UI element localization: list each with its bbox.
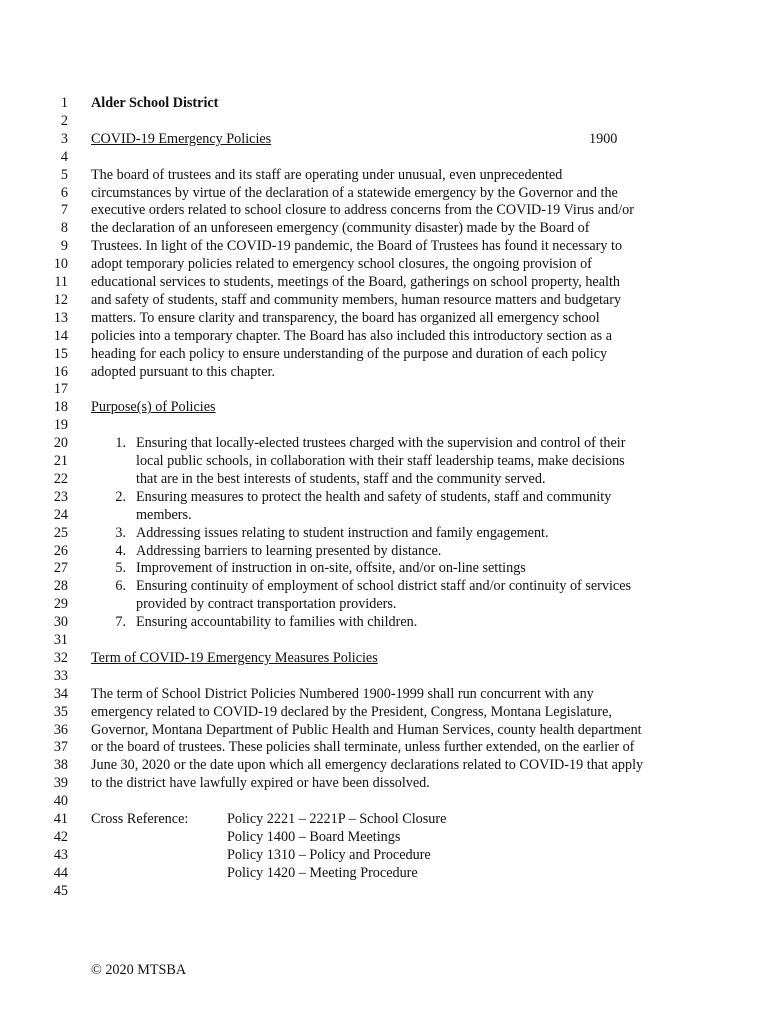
document-line: [0, 649, 770, 667]
document-line: [0, 219, 770, 237]
line-number: 15: [53, 345, 68, 362]
line-number: 36: [53, 721, 68, 738]
document-line: [0, 774, 770, 792]
line-number: 5: [60, 166, 68, 183]
line-number: 32: [53, 649, 68, 666]
paragraph-line: adopt temporary policies related to emergency school closures, the ongoing provision of: [91, 256, 592, 273]
list-item-text: local public schools, in collaboration with their staff leadership teams, make decisions: [136, 453, 625, 469]
line-number: 24: [53, 506, 68, 523]
document-line: [0, 738, 770, 756]
list-item-text: Ensuring accountability to families with children.: [136, 614, 418, 631]
line-number: 29: [53, 596, 68, 613]
document-line: [0, 130, 770, 148]
document-line: [0, 416, 770, 434]
line-number: 40: [53, 793, 68, 810]
line-number: 9: [60, 238, 68, 255]
document-line: [0, 327, 770, 345]
document-line: [0, 667, 770, 685]
line-number: 44: [53, 864, 68, 881]
document-line: [0, 166, 770, 184]
document-line: [0, 703, 770, 721]
document-line: [0, 810, 770, 828]
document-line: [0, 363, 770, 381]
line-number: 43: [53, 846, 68, 863]
cross-reference-item: Policy 1310 – Policy and Procedure: [227, 846, 431, 863]
paragraph-line: June 30, 2020 or the date upon which all emergency declarations related to COVID-19 that apply: [91, 757, 644, 774]
line-number: 23: [53, 488, 68, 505]
line-number: 18: [53, 399, 68, 416]
purposes-heading: Purpose(s) of Policies: [91, 399, 216, 416]
line-number: 28: [53, 578, 68, 595]
line-number: 20: [53, 435, 68, 452]
document-line: [0, 595, 770, 613]
term-heading: Term of COVID-19 Emergency Measures Policies: [91, 649, 378, 666]
document-line: [0, 488, 770, 506]
line-number: 39: [53, 775, 68, 792]
document-line: [0, 398, 770, 416]
policy-heading: COVID-19 Emergency Policies: [91, 130, 272, 147]
line-number: 1: [60, 95, 68, 111]
cross-reference-item: Policy 1400 – Board Meetings: [227, 828, 401, 845]
line-number: 25: [53, 524, 68, 541]
document-line: [0, 846, 770, 864]
list-item-number: 6.: [115, 578, 126, 595]
list-item-text: Addressing issues relating to student instruction and family engagement.: [136, 524, 549, 541]
document-line: [0, 864, 770, 882]
document-line: [0, 828, 770, 846]
line-number: 17: [53, 381, 68, 398]
document-line: [0, 470, 770, 488]
paragraph-line: policies into a temporary chapter. The Board has also included this introductory section as a: [91, 327, 612, 344]
cross-reference-item: Policy 1420 – Meeting Procedure: [227, 864, 418, 881]
paragraph-line: The board of trustees and its staff are operating under unusual, even unprecedented: [91, 166, 563, 183]
line-number: 41: [53, 811, 68, 827]
district-title: Alder School District: [91, 95, 219, 111]
document-line: [0, 452, 770, 470]
document-line: [0, 721, 770, 739]
list-item-text: Ensuring that locally-elected trustees charged with the supervision and control of their: [136, 435, 626, 452]
document-line: [0, 524, 770, 542]
line-number: 13: [53, 309, 68, 326]
list-item-text: Improvement of instruction in on-site, offsite, and/or on-line settings: [136, 560, 526, 577]
footer-copyright: © 2020 MTSBA: [91, 962, 187, 978]
document-line: [0, 756, 770, 774]
list-item-number: 1.: [115, 435, 126, 452]
line-number: 11: [54, 274, 68, 290]
policy-number: 1900: [589, 130, 618, 147]
document-line: [0, 309, 770, 327]
paragraph-line: Governor, Montana Department of Public Health and Human Services, county health department: [91, 721, 642, 738]
line-number: 37: [53, 739, 68, 756]
document-line: [0, 273, 770, 291]
document-line: [0, 291, 770, 309]
line-number: 31: [53, 632, 68, 648]
cross-reference-label: Cross Reference:: [91, 811, 189, 827]
line-number: 2: [60, 112, 68, 129]
line-number: 35: [53, 703, 68, 720]
paragraph-line: circumstances by virtue of the declaration of a statewide emergency by the Governor and the: [91, 184, 618, 201]
line-number: 10: [53, 256, 68, 273]
document-line: [0, 255, 770, 273]
line-number: 8: [60, 220, 68, 237]
document-line: [0, 184, 770, 202]
paragraph-line: emergency related to COVID-19 declared by the President, Congress, Montana Legislature,: [91, 703, 612, 720]
line-number: 38: [53, 757, 68, 774]
paragraph-line: adopted pursuant to this chapter.: [91, 363, 276, 380]
list-item-text: provided by contract transportation providers.: [136, 596, 397, 613]
line-number: 30: [53, 614, 68, 631]
document-line: [0, 148, 770, 166]
paragraph-line: to the district have lawfully expired or have been dissolved.: [91, 775, 430, 792]
paragraph-line: executive orders related to school closure to address concerns from the COVID-19 Virus and/or: [91, 202, 634, 219]
line-number: 21: [53, 453, 68, 469]
list-item-text: Ensuring measures to protect the health and safety of students, staff and community: [136, 488, 612, 505]
list-item-number: 7.: [115, 614, 126, 631]
line-number: 34: [53, 685, 68, 702]
paragraph-line: Trustees. In light of the COVID-19 pandemic, the Board of Trustees has found it necessary to: [91, 238, 623, 255]
document-line: [0, 345, 770, 363]
document-line: [0, 506, 770, 524]
list-item-text: members.: [136, 506, 192, 523]
document-line: [0, 94, 770, 112]
list-item-number: 3.: [115, 524, 126, 541]
document-line: [0, 559, 770, 577]
list-item-text: Addressing barriers to learning presented by distance.: [136, 542, 442, 559]
line-number: 12: [53, 291, 68, 308]
line-number: 16: [53, 363, 68, 380]
document-line: [0, 542, 770, 560]
line-number: 14: [53, 327, 68, 344]
line-number: 19: [53, 417, 68, 434]
paragraph-line: and safety of students, staff and community members, human resource matters and budgetary: [91, 291, 622, 308]
line-number: 42: [53, 828, 68, 845]
line-number: 7: [60, 202, 68, 219]
document-line: [0, 237, 770, 255]
line-number: 33: [53, 667, 68, 684]
cross-reference-item: Policy 2221 – 2221P – School Closure: [227, 811, 447, 827]
paragraph-line: The term of School District Policies Numbered 1900-1999 shall run concurrent with any: [91, 685, 594, 702]
line-number: 6: [60, 184, 68, 201]
line-number: 4: [60, 148, 68, 165]
document-line: [0, 112, 770, 130]
document-line: [0, 613, 770, 631]
list-item-number: 5.: [115, 560, 126, 577]
document-line: [0, 685, 770, 703]
document-line: [0, 434, 770, 452]
paragraph-line: the declaration of an unforeseen emergency (community disaster) made by the Board of: [91, 220, 590, 237]
document-line: [0, 631, 770, 649]
document-line: [0, 577, 770, 595]
line-number: 45: [53, 882, 68, 899]
paragraph-line: or the board of trustees. These policies shall terminate, unless further extended, on the earlier of: [91, 739, 635, 756]
line-number: 3: [60, 130, 68, 147]
document-line: [0, 882, 770, 900]
paragraph-line: matters. To ensure clarity and transparency, the board has organized all emergency school: [91, 309, 600, 326]
document-line: [0, 380, 770, 398]
document-line: [0, 792, 770, 810]
paragraph-line: educational services to students, meetings of the Board, gatherings on school property, health: [91, 274, 621, 290]
line-number: 27: [53, 560, 68, 577]
paragraph-line: heading for each policy to ensure understanding of the purpose and duration of each policy: [91, 345, 608, 362]
list-item-number: 2.: [115, 488, 126, 505]
list-item-text: Ensuring continuity of employment of school district staff and/or continuity of services: [136, 578, 632, 595]
document-line: [0, 201, 770, 219]
line-number: 22: [53, 470, 68, 487]
list-item-number: 4.: [115, 542, 126, 559]
line-number: 26: [53, 542, 68, 559]
list-item-text: that are in the best interests of students, staff and the community served.: [136, 470, 546, 487]
